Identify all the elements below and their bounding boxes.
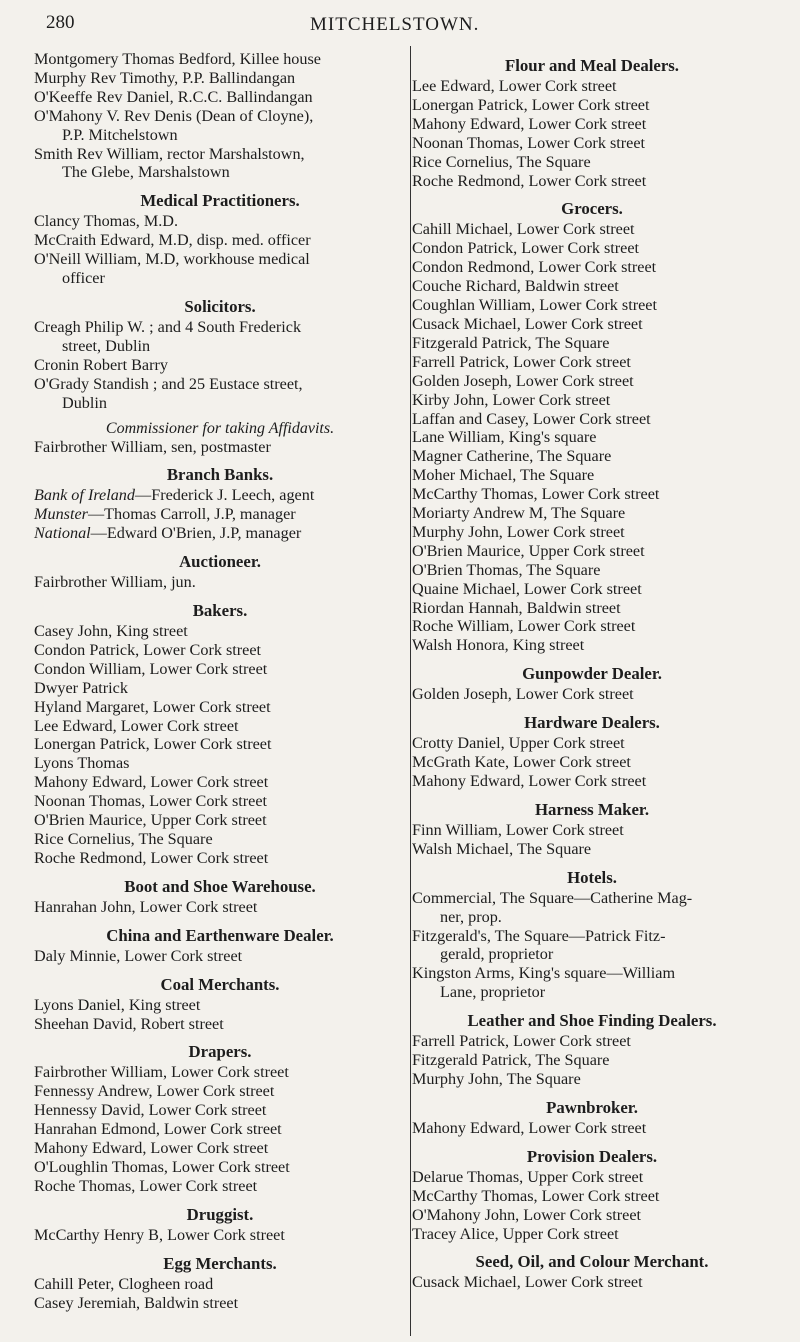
list-item: O'Mahony John, Lower Cork street — [412, 1205, 642, 1224]
list-item: Clancy Thomas, M.D. — [34, 212, 179, 231]
list-item: McCraith Edward, M.D, disp. med. officer — [34, 231, 311, 250]
druggist-list — [34, 1226, 406, 1245]
list-item: Munster—Thomas Carroll, J.P, manager — [34, 505, 296, 524]
list-item: Fairbrother William, jun. — [34, 573, 196, 592]
list-item: Fitzgerald Patrick, The Square — [412, 1051, 610, 1070]
running-title: MITCHELSTOWN. — [310, 14, 480, 35]
list-item: Riordan Hannah, Baldwin street — [412, 598, 621, 617]
list-item-continuation: P.P. Mitchelstown — [62, 125, 178, 144]
section-heading-seed: Seed, Oil, and Colour Merchant. — [475, 1252, 709, 1272]
left-column — [34, 50, 406, 1313]
section-heading-grocers: Grocers. — [561, 199, 623, 219]
section-heading-gunpowder: Gunpowder Dealer. — [522, 664, 662, 684]
list-item: Condon Patrick, Lower Cork street — [34, 640, 262, 659]
seed-list — [412, 1273, 772, 1292]
section-heading-hardware: Hardware Dealers. — [524, 713, 660, 733]
grocers-list — [412, 220, 772, 655]
list-item: Cahill Peter, Clogheen road — [34, 1274, 214, 1293]
list-item: Laffan and Casey, Lower Cork street — [412, 409, 651, 428]
list-item: McCarthy Henry B, Lower Cork street — [34, 1225, 285, 1244]
list-item: Cahill Michael, Lower Cork street — [412, 220, 635, 239]
list-item: Dwyer Patrick — [34, 678, 128, 697]
section-heading-pawnbroker: Pawnbroker. — [546, 1097, 638, 1117]
list-item: Magner Catherine, The Square — [412, 447, 612, 466]
list-item: Commercial, The Square—Catherine Mag- — [412, 888, 693, 907]
list-item-continuation: gerald, proprietor — [440, 945, 554, 964]
list-item: Lane William, King's square — [412, 428, 597, 447]
list-item: O'Brien Maurice, Upper Cork street — [412, 541, 645, 560]
list-item: Crotty Daniel, Upper Cork street — [412, 734, 625, 753]
section-heading-bakers: Bakers. — [192, 601, 248, 621]
page-number: 280 — [46, 12, 75, 33]
list-item: Cusack Michael, Lower Cork street — [412, 314, 643, 333]
list-item-continuation: The Glebe, Marshalstown — [62, 163, 230, 182]
list-item: Condon Patrick, Lower Cork street — [412, 239, 640, 258]
list-item: Cronin Robert Barry — [34, 355, 168, 374]
bakers-list — [34, 622, 406, 868]
list-item: Condon William, Lower Cork street — [34, 659, 268, 678]
section-heading-drapers: Drapers. — [188, 1042, 252, 1062]
list-item: Mahony Edward, Lower Cork street — [412, 1118, 647, 1137]
harness-list — [412, 821, 772, 859]
boot-list — [34, 898, 406, 917]
list-item: Lyons Thomas — [34, 754, 130, 773]
list-item: Murphy John, The Square — [412, 1069, 581, 1088]
list-item: Kirby John, Lower Cork street — [412, 390, 611, 409]
section-heading-coal: Coal Merchants. — [160, 974, 280, 994]
list-item: Lonergan Patrick, Lower Cork street — [34, 735, 272, 754]
section-heading-solicitors: Solicitors. — [184, 296, 256, 316]
list-item: Mahony Edward, Lower Cork street — [34, 773, 269, 792]
list-item: Lyons Daniel, King street — [34, 995, 201, 1014]
intro-section — [34, 50, 406, 182]
list-item: Lee Edward, Lower Cork street — [412, 77, 617, 95]
list-item: Hanrahan John, Lower Cork street — [34, 897, 258, 916]
list-item-continuation: ner, prop. — [440, 907, 502, 926]
list-item: Rice Cornelius, The Square — [412, 152, 591, 171]
list-item-continuation: street, Dublin — [62, 336, 151, 355]
list-item: Roche Thomas, Lower Cork street — [34, 1176, 258, 1195]
list-item: Coughlan William, Lower Cork street — [412, 296, 657, 315]
section-heading-hotels: Hotels. — [567, 867, 617, 887]
list-item: Lee Edward, Lower Cork street — [34, 716, 239, 735]
column-divider — [410, 46, 411, 1336]
list-item: Murphy John, Lower Cork street — [412, 522, 625, 541]
list-item: Hennessy David, Lower Cork street — [34, 1101, 267, 1120]
list-item: Couche Richard, Baldwin street — [412, 277, 619, 296]
list-item: Quaine Michael, Lower Cork street — [412, 579, 642, 598]
list-item: Fitzgerald's, The Square—Patrick Fitz- — [412, 926, 666, 945]
list-item: Roche Redmond, Lower Cork street — [412, 171, 647, 190]
pawn-list — [412, 1119, 772, 1138]
list-item: Noonan Thomas, Lower Cork street — [34, 792, 268, 811]
provision-list — [412, 1168, 772, 1244]
section-heading-leather: Leather and Shoe Finding Dealers. — [467, 1011, 717, 1031]
section-heading-druggist: Druggist. — [186, 1204, 254, 1224]
section-heading-boot: Boot and Shoe Warehouse. — [124, 876, 316, 896]
coal-list — [34, 996, 406, 1034]
list-item: Walsh Michael, The Square — [412, 839, 592, 858]
section-heading-medical: Medical Practitioners. — [140, 191, 300, 211]
list-item: Mahony Edward, Lower Cork street — [34, 1139, 269, 1158]
list-item: Murphy Rev Timothy, P.P. Ballindangan — [34, 68, 296, 87]
section-heading-china: China and Earthenware Dealer. — [106, 925, 334, 945]
hardware-list — [412, 734, 772, 791]
list-item: Daly Minnie, Lower Cork street — [34, 946, 243, 965]
list-item: Rice Cornelius, The Square — [34, 830, 213, 848]
china-list — [34, 947, 406, 966]
list-item: Fitzgerald Patrick, The Square — [412, 333, 610, 352]
list-item: Farrell Patrick, Lower Cork street — [412, 352, 631, 371]
section-heading-auctioneer: Auctioneer. — [179, 552, 261, 572]
list-item: Creagh Philip W. ; and 4 South Frederick — [34, 317, 302, 336]
list-item: Golden Joseph, Lower Cork street — [412, 685, 634, 704]
list-item: Hanrahan Edmond, Lower Cork street — [34, 1120, 282, 1139]
list-item: Fairbrother William, Lower Cork street — [34, 1063, 289, 1082]
list-item: Sheehan David, Robert street — [34, 1014, 224, 1033]
gunpowder-list — [412, 685, 772, 704]
hotels-list — [412, 889, 772, 1002]
list-item: O'Keeffe Rev Daniel, R.C.C. Ballindangan — [34, 87, 313, 106]
list-item: O'Grady Standish ; and 25 Eustace street, — [34, 374, 303, 393]
bank-name: Munster — [34, 505, 88, 524]
list-item: National—Edward O'Brien, J.P, manager — [34, 524, 302, 543]
section-heading-egg: Egg Merchants. — [163, 1253, 277, 1273]
list-item: Mahony Edward, Lower Cork street — [412, 114, 647, 133]
list-item: Walsh Honora, King street — [412, 636, 585, 655]
list-item: Condon Redmond, Lower Cork street — [412, 258, 657, 277]
list-item: Hyland Margaret, Lower Cork street — [34, 697, 271, 716]
list-item-continuation: officer — [62, 269, 105, 288]
list-item: Lonergan Patrick, Lower Cork street — [412, 95, 650, 114]
list-item: Fennessy Andrew, Lower Cork street — [34, 1082, 275, 1101]
drapers-list — [34, 1063, 406, 1195]
list-item: O'Brien Maurice, Upper Cork street — [34, 811, 267, 830]
list-item: Tracey Alice, Upper Cork street — [412, 1224, 619, 1243]
section-heading-banks: Branch Banks. — [166, 465, 274, 485]
section-heading-flour: Flour and Meal Dealers. — [504, 56, 679, 75]
leather-list — [412, 1032, 772, 1089]
list-item: Farrell Patrick, Lower Cork street — [412, 1032, 631, 1051]
bank-name: National — [34, 524, 91, 543]
list-item: O'Neill William, M.D, workhouse medical — [34, 250, 310, 269]
list-item-continuation: Dublin — [62, 393, 107, 412]
section-heading-provision: Provision Dealers. — [526, 1146, 658, 1166]
list-item: Moriarty Andrew M, The Square — [412, 504, 626, 523]
list-item: Finn William, Lower Cork street — [412, 820, 624, 839]
right-column — [412, 50, 772, 1292]
flour-list — [412, 77, 772, 190]
list-item: Casey John, King street — [34, 622, 188, 641]
list-item: McGrath Kate, Lower Cork street — [412, 753, 631, 772]
list-item: Moher Michael, The Square — [412, 466, 595, 485]
list-item: Delarue Thomas, Upper Cork street — [412, 1167, 644, 1186]
list-item: Casey Jeremiah, Baldwin street — [34, 1293, 239, 1312]
list-item: Mahony Edward, Lower Cork street — [412, 772, 647, 790]
list-item: Roche Redmond, Lower Cork street — [34, 848, 269, 867]
list-item: Montgomery Thomas Bedford, Killee house — [34, 50, 321, 68]
list-item: Cusack Michael, Lower Cork street — [412, 1273, 643, 1292]
list-item: Golden Joseph, Lower Cork street — [412, 371, 634, 390]
list-item: Fairbrother William, sen, postmaster — [34, 437, 271, 456]
list-item: Kingston Arms, King's square—William — [412, 964, 676, 983]
list-item-continuation: Lane, proprietor — [440, 983, 546, 1002]
egg-list — [34, 1275, 406, 1313]
page-header — [0, 0, 800, 44]
list-item: McCarthy Thomas, Lower Cork street — [412, 485, 660, 504]
list-item: O'Loughlin Thomas, Lower Cork street — [34, 1157, 290, 1176]
list-item: Roche William, Lower Cork street — [412, 617, 636, 636]
subheading-commissioner: Commissioner for taking Affidavits. — [105, 419, 335, 437]
bank-name: Bank of Ireland — [34, 486, 135, 505]
list-item: O'Brien Thomas, The Square — [412, 560, 601, 579]
list-item: Bank of Ireland—Frederick J. Leech, agent — [34, 486, 315, 505]
list-item: O'Mahony V. Rev Denis (Dean of Cloyne), — [34, 106, 314, 125]
list-item: McCarthy Thomas, Lower Cork street — [412, 1186, 660, 1205]
section-heading-harness: Harness Maker. — [534, 799, 650, 819]
list-item: Smith Rev William, rector Marshalstown, — [34, 144, 305, 163]
list-item: Noonan Thomas, Lower Cork street — [412, 133, 646, 152]
